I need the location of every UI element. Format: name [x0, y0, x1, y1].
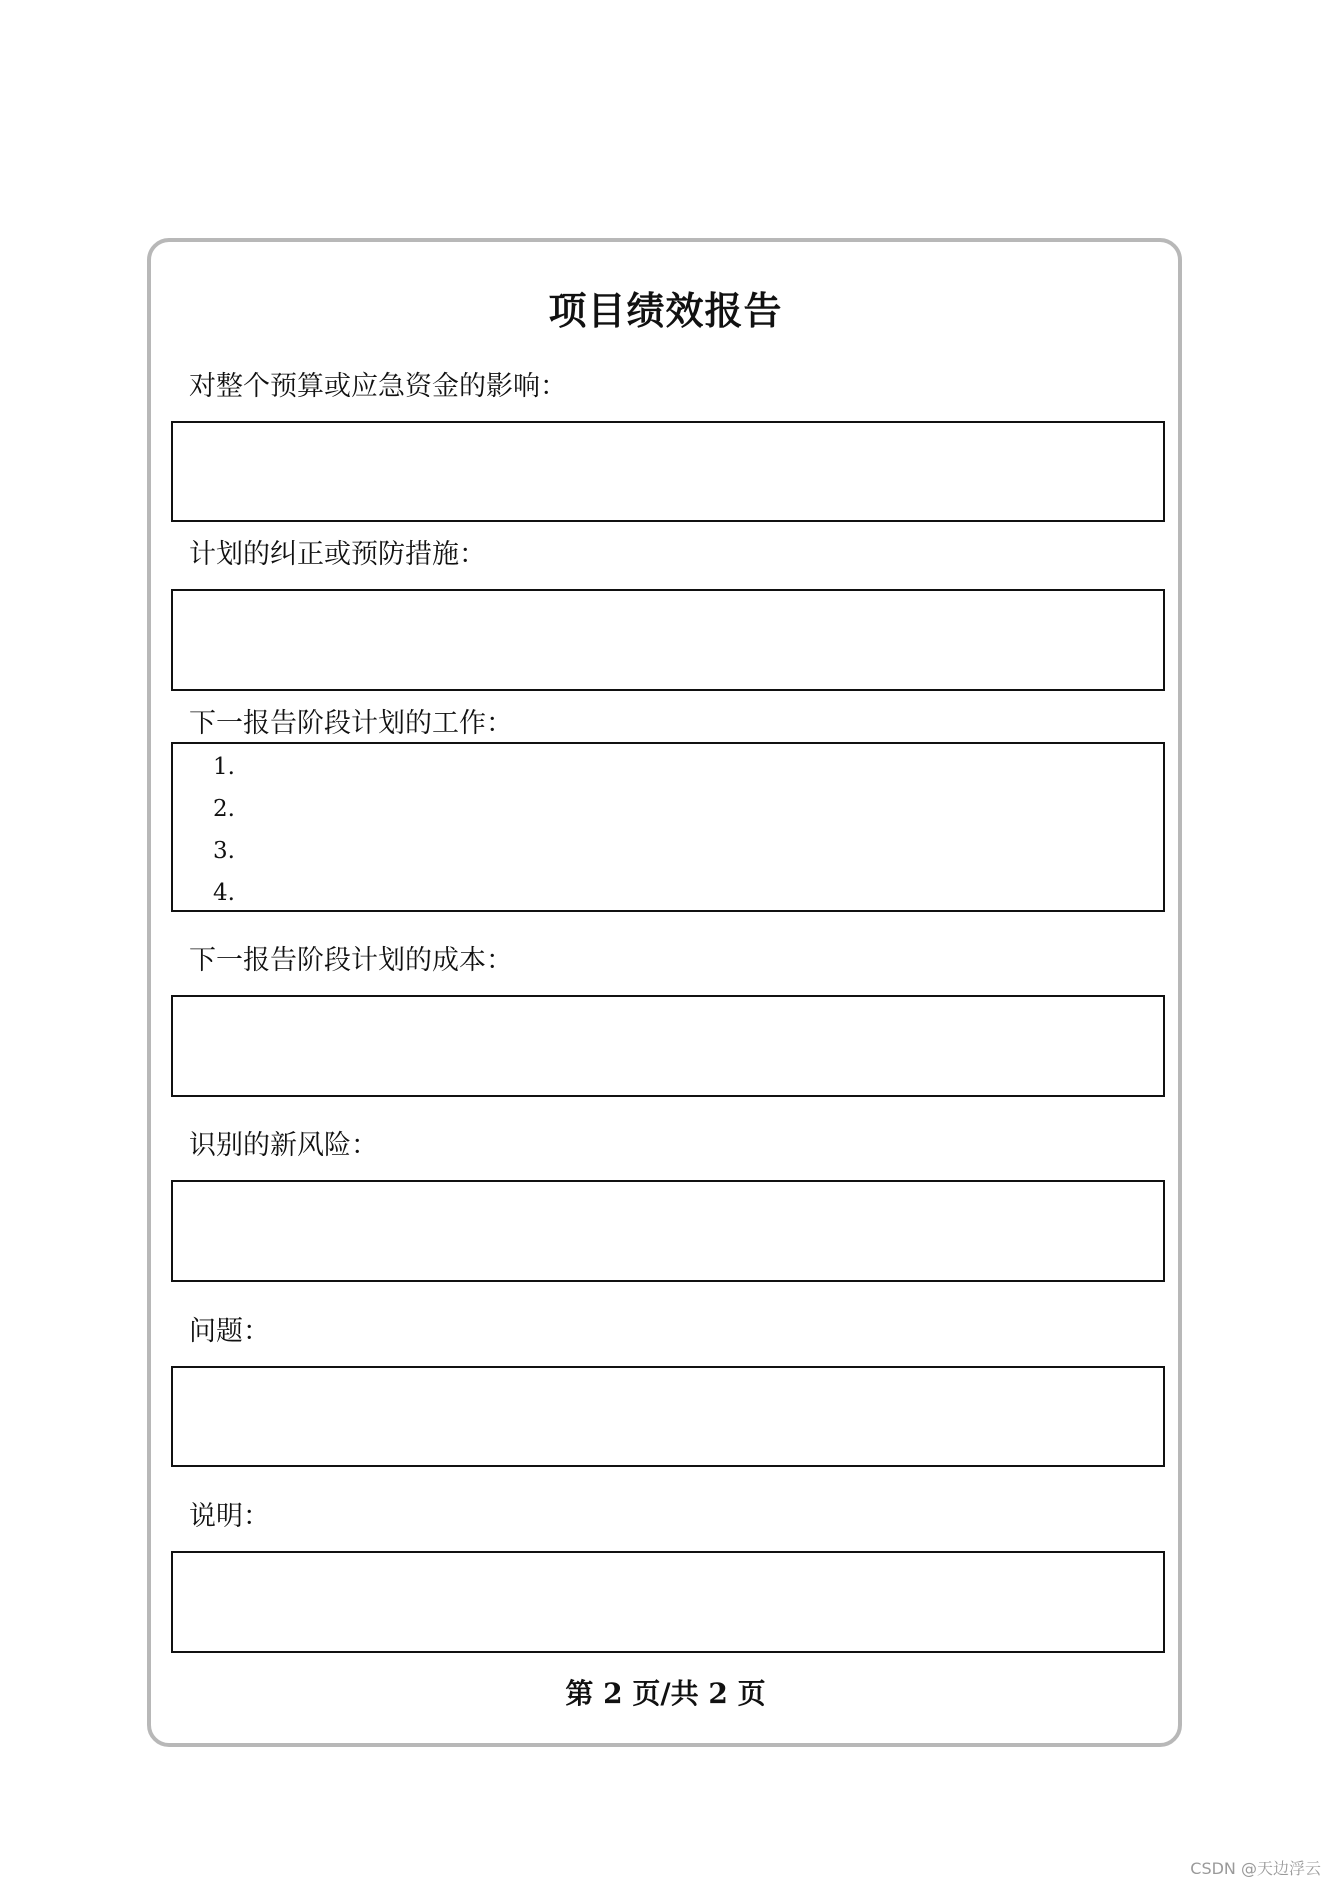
field-corrective-actions[interactable]	[171, 589, 1165, 691]
field-notes[interactable]	[171, 1551, 1165, 1653]
list-item: 2.	[213, 796, 235, 822]
section-label-new-risks: 识别的新风险：	[189, 1130, 378, 1161]
list-item: 4.	[213, 880, 235, 906]
section-label-corrective-actions: 计划的纠正或预防措施：	[189, 539, 486, 570]
section-label-planned-cost: 下一报告阶段计划的成本：	[189, 945, 513, 976]
page-number: 第 2 页/共 2 页	[565, 1677, 766, 1710]
list-item: 1.	[213, 754, 235, 780]
section-label-issues: 问题：	[189, 1316, 270, 1347]
field-planned-work[interactable]	[171, 742, 1165, 912]
section-label-planned-work: 下一报告阶段计划的工作：	[189, 708, 513, 739]
field-budget-impact[interactable]	[171, 421, 1165, 522]
watermark: CSDN @天边浮云	[1190, 1859, 1321, 1878]
list-item: 3.	[213, 838, 235, 864]
field-new-risks[interactable]	[171, 1180, 1165, 1282]
section-label-budget-impact: 对整个预算或应急资金的影响：	[189, 371, 567, 402]
report-title: 项目绩效报告	[548, 289, 783, 333]
section-label-notes: 说明：	[189, 1501, 270, 1532]
field-issues[interactable]	[171, 1366, 1165, 1467]
field-planned-cost[interactable]	[171, 995, 1165, 1097]
